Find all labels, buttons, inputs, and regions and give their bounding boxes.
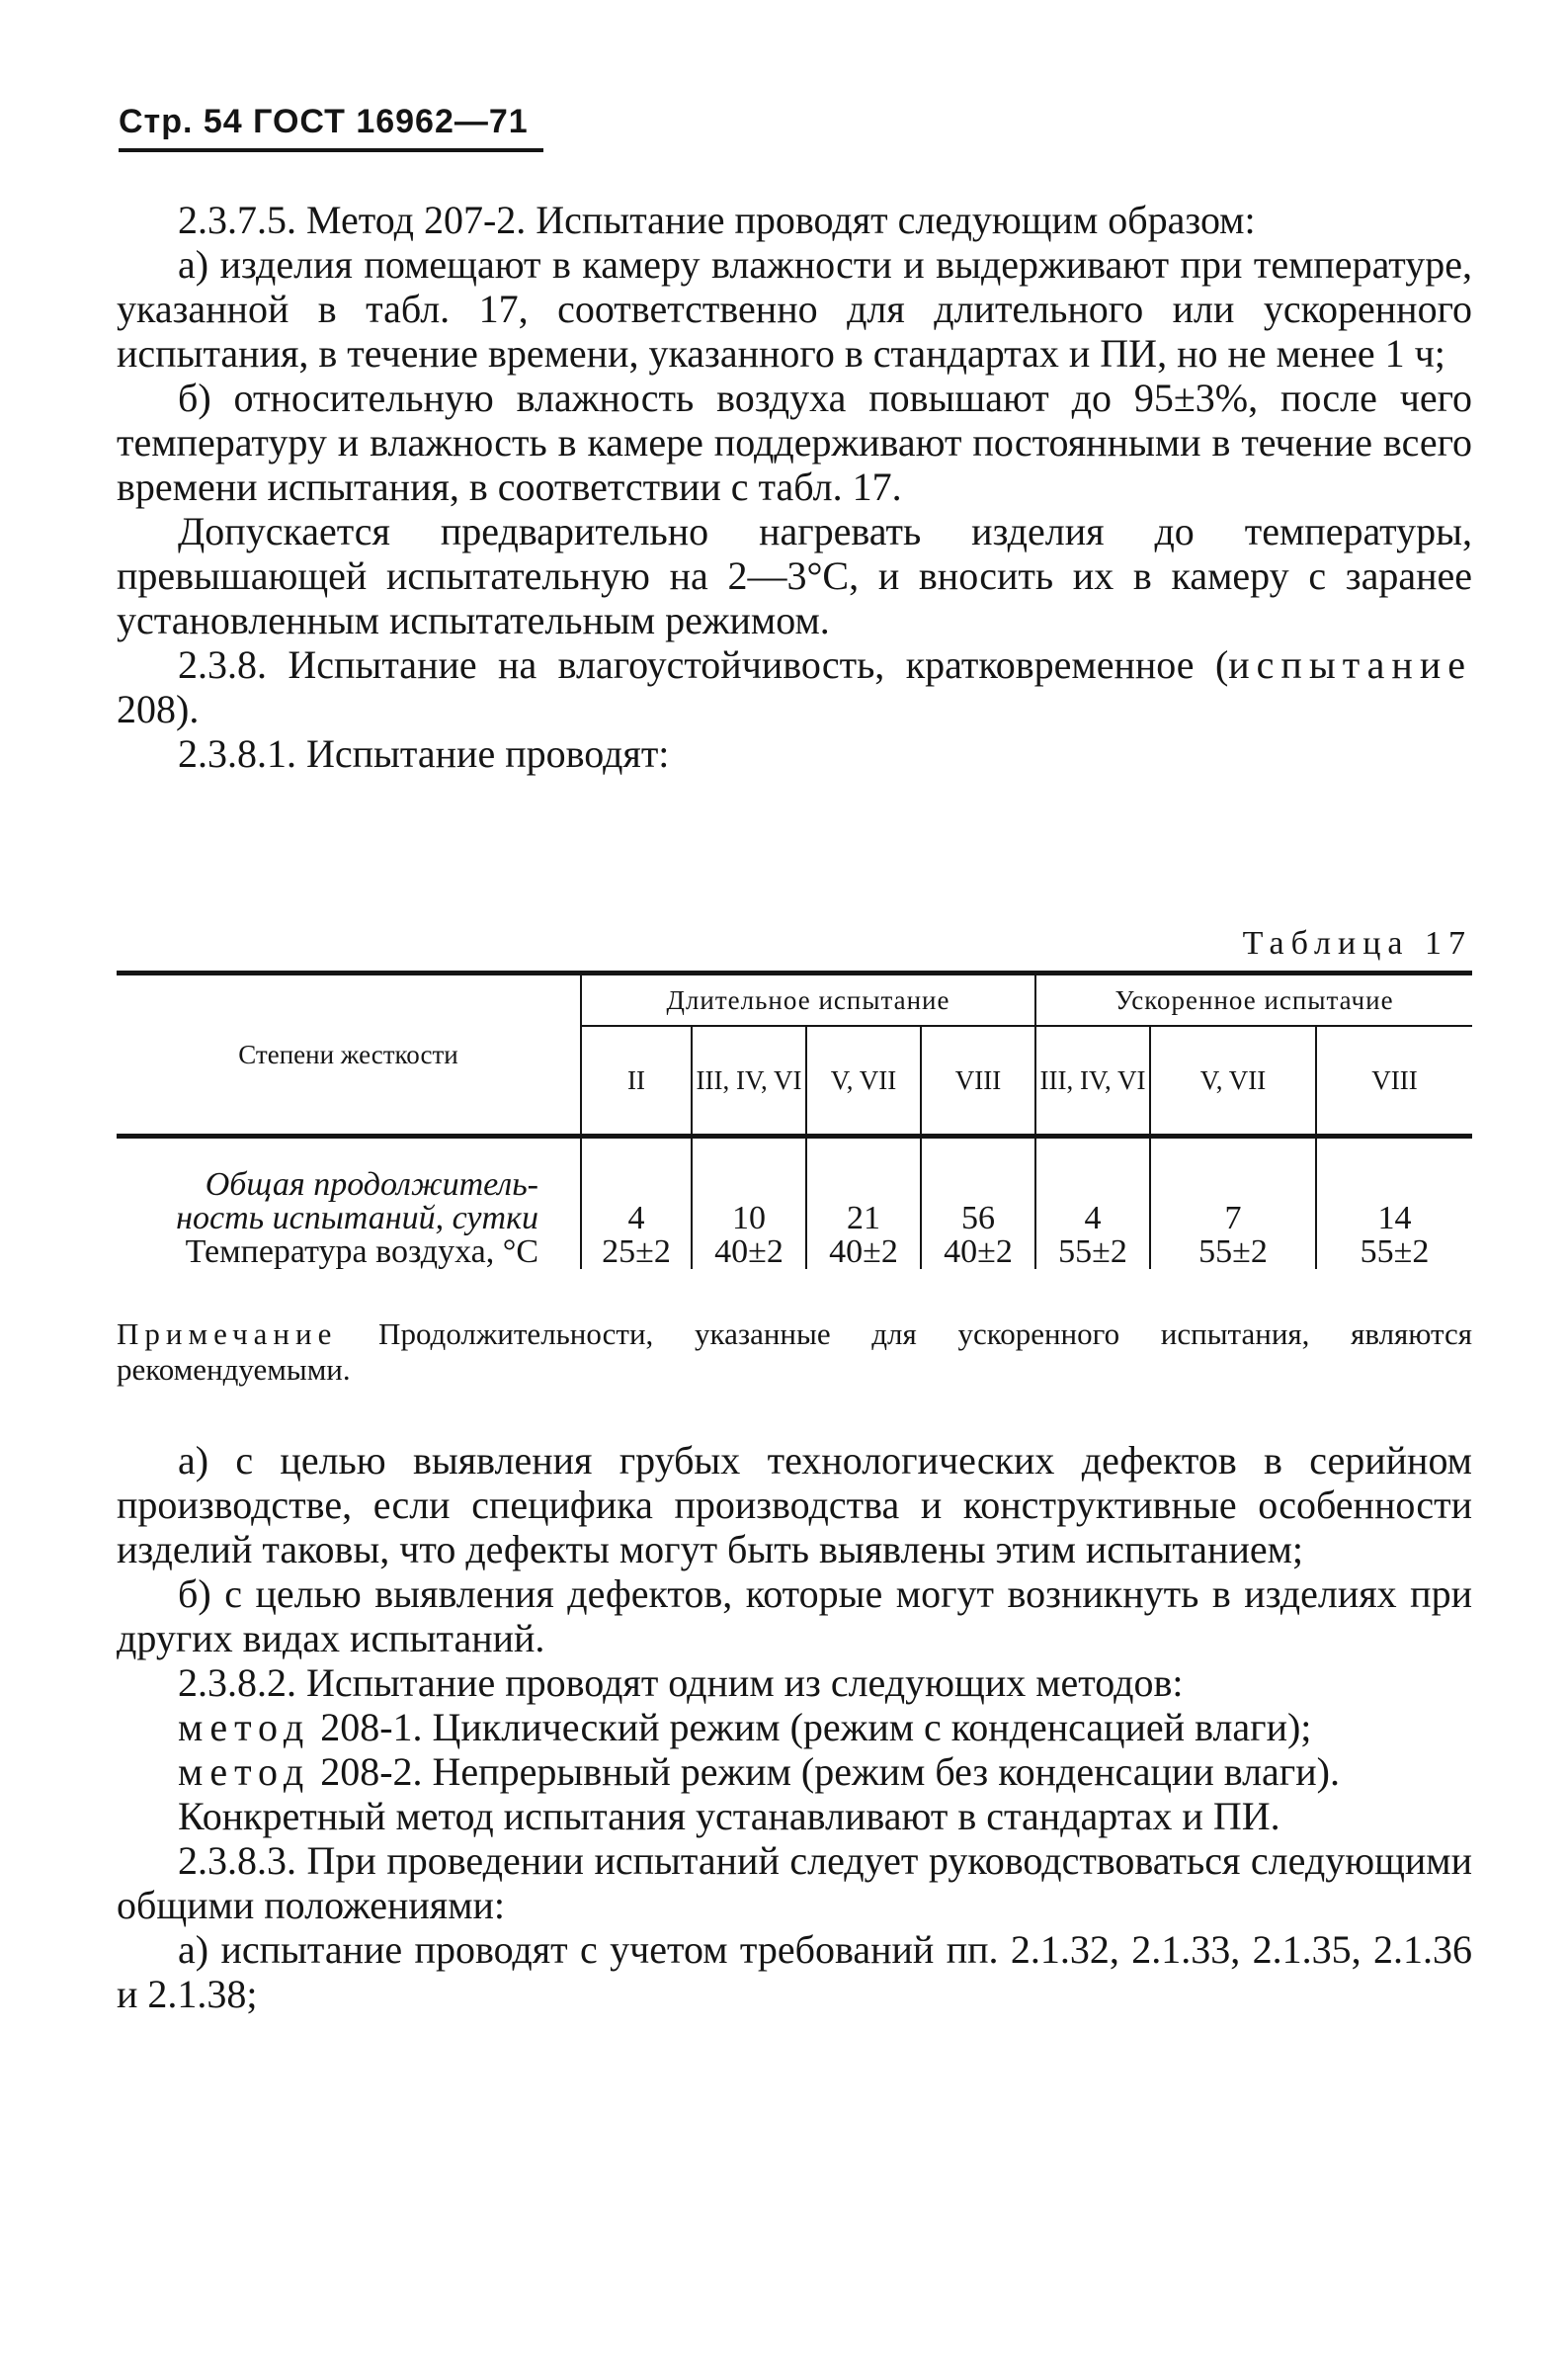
note-label: Примечание: [117, 1316, 338, 1351]
table-cell: 4 55±2: [1035, 1137, 1150, 1270]
paragraph: 2.3.7.5. Метод 207-2. Испытание проводят следующим образом:: [178, 198, 1256, 242]
text: 208).: [117, 687, 200, 731]
note-text: Продолжительности, указанные для ускоренного испытания, являются рекомендуемыми.: [117, 1316, 1472, 1387]
subcolumn-header: VIII: [921, 1026, 1035, 1137]
table-note: [117, 1316, 1472, 1388]
paragraph: 2.3.8.2. Испытание проводят одним из следующих методов:: [178, 1660, 1184, 1705]
method-208-1: [117, 1705, 1472, 1749]
paragraph: б) относительную влажность воздуха повышают до 95±3%, после чего температуру и влажность в камере поддерживают постоянными в течение всего времени испытания, в соответствии с табл. 17.: [117, 376, 1472, 509]
paragraph: б) с целью выявления дефектов, которые могут возникнуть в изделиях при других видах испытаний.: [117, 1571, 1472, 1660]
subcolumn-header: V, VII: [1150, 1026, 1316, 1137]
spaced-text: метод: [178, 1749, 311, 1794]
table-cell: 56 40±2: [921, 1137, 1035, 1270]
subcolumn-header: II: [581, 1026, 692, 1137]
row-label-line: Общая продолжитель-: [205, 1166, 538, 1203]
header-rule: [119, 148, 543, 152]
paragraph: а) изделия помещают в камеру влажности и выдерживают при температуре, указанной в табл. 17, соответственно для длительного или ускоренного испытания, в течение времени, указанного в стандартах и ПИ, но не менее 1 ч;: [117, 242, 1472, 376]
paragraph: 2.3.8.1. Испытание проводят:: [178, 731, 670, 776]
subcolumn-header: VIII: [1316, 1026, 1472, 1137]
row-header: Степени жесткости: [117, 974, 581, 1137]
row-label-line: ность испытаний, сутки: [176, 1200, 538, 1236]
paragraph: Конкретный метод испытания устанавливают в стандартах и ПИ.: [178, 1794, 1280, 1838]
paragraph-2-3-8: [117, 642, 1472, 731]
table-cell: 14 55±2: [1316, 1137, 1472, 1270]
table-cell: 7 55±2: [1150, 1137, 1316, 1270]
table-caption: Таблица 17: [1242, 925, 1472, 962]
paragraph: а) испытание проводят с учетом требований пп. 2.1.32, 2.1.33, 2.1.35, 2.1.36 и 2.1.38;: [117, 1927, 1472, 2016]
table-17: [117, 971, 1472, 1269]
method-208-2: [117, 1749, 1472, 1794]
text: 2.3.8. Испытание на влагоустойчивость, кратковременное (: [178, 642, 1229, 687]
subcolumn-header: III, IV, VI: [1035, 1026, 1150, 1137]
table-row: [117, 1137, 1472, 1270]
text: 208-2. Непрерывный режим (режим без конденсации влаги).: [310, 1749, 1340, 1794]
subcolumn-header: III, IV, VI: [692, 1026, 806, 1137]
text: 208-1. Циклический режим (режим с конденсацией влаги);: [310, 1705, 1312, 1749]
spaced-text: метод: [178, 1705, 311, 1749]
text-block-bottom: [117, 1438, 1472, 2016]
subcolumn-header: V, VII: [806, 1026, 921, 1137]
paragraph: а) с целью выявления грубых технологических дефектов в серийном производстве, если специфика производства и конструктивные особенности изделий таковы, что дефекты могут быть выявлены этим испытанием;: [117, 1438, 1472, 1571]
text-block-top: [117, 198, 1472, 776]
page-header: Стр. 54 ГОСТ 16962—71: [119, 103, 529, 140]
group-header-fast: Ускоренное испытачие: [1035, 974, 1472, 1027]
table-cell: 21 40±2: [806, 1137, 921, 1270]
table-cell: 10 40±2: [692, 1137, 806, 1270]
spaced-text: испытание: [1228, 642, 1472, 687]
group-header-long: Длительное испытание: [581, 974, 1035, 1027]
row-labels: [117, 1137, 581, 1270]
table-cell: 4 25±2: [581, 1137, 692, 1270]
paragraph: 2.3.8.3. При проведении испытаний следует руководствоваться следующими общими положениями:: [117, 1838, 1472, 1927]
paragraph: Допускается предварительно нагревать изделия до температуры, превышающей испытательную на 2—3°С, и вносить их в камеру с заранее установленным испытательным режимом.: [117, 509, 1472, 642]
row-label-line: Температура воздуха, °С: [185, 1233, 538, 1270]
